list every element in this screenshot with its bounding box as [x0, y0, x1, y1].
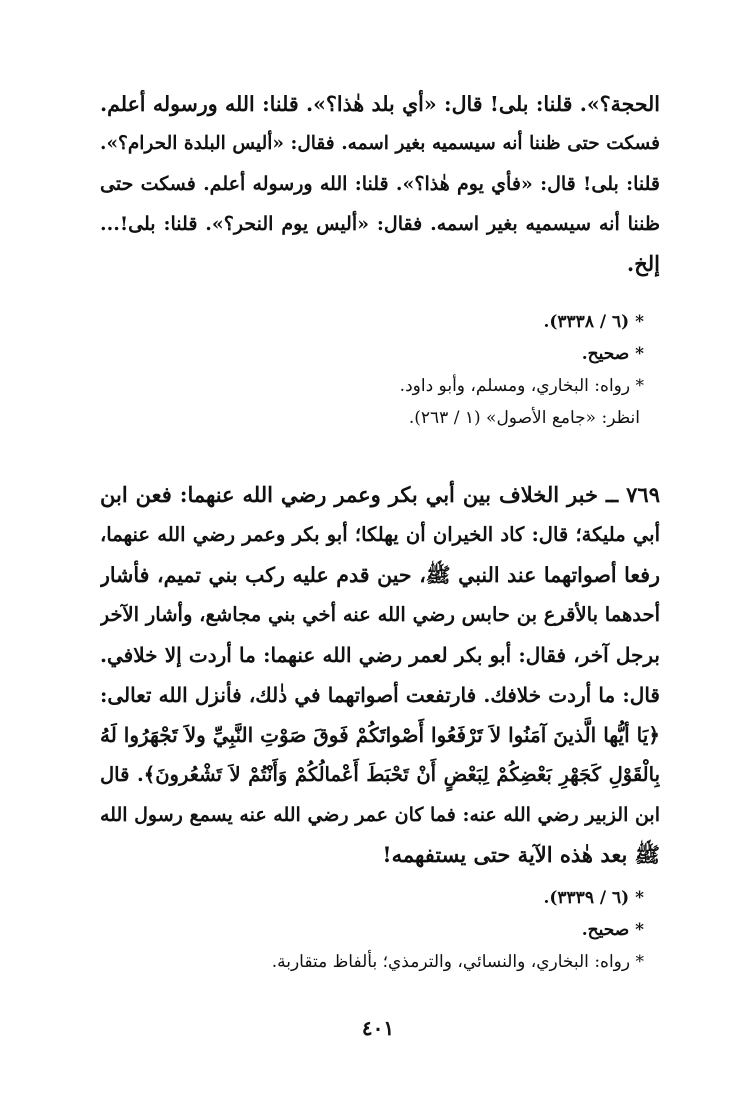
text-line: ظننا أنه سيسميه بغير اسمه. فقال: «أليس يوم النحر؟». قلنا: بلى!...	[100, 213, 660, 235]
text-line: فسكت حتى ظننا أنه سيسميه بغير اسمه. فقال: «أليس البلدة الحرام؟».	[100, 133, 660, 154]
text-line: ﷺ بعد هٰذه الآية حتى يستفهمه!	[382, 842, 660, 867]
text-line: أحدهما بالأقرع بن حابس رضي الله عنه أخي بني مجاشع، وأشار الآخر	[100, 603, 660, 626]
text-line: قال: ما أردت خلافك. فارتفعت أصواتهما في ذٰلك، فأنزل الله تعالى:	[100, 683, 660, 707]
reference-note: * (٦ / ٣٣٣٨).	[543, 312, 644, 332]
hadith-769	[100, 475, 660, 875]
quran-verse-line: بِالْقَوْلِ كَجَهْرِ بَعْضِكُمْ لِبَعْضٍ أَنْ تَحْبَطَ أَعْمالُكُمْ وَأَنْتُمْ لاَ تَشْعُرونَ﴾. قال	[100, 763, 660, 786]
grade-note: * صحيح.	[581, 344, 644, 364]
text-line: الحجة؟». قلنا: بلى! قال: «أي بلد هٰذا؟». قلنا: الله ورسوله أعلم.	[100, 92, 660, 116]
text-line: رفعا أصواتهما عند النبي ﷺ، حين قدم عليه ركب بني تميم، فأشار	[100, 563, 660, 587]
hadith-heading-line: ٧٦٩ ــ خبر الخلاف بين أبي بكر وعمر رضي الله عنهما: فعن ابن	[100, 482, 660, 507]
text-line: إلخ.	[626, 251, 660, 276]
text-line: أبي مليكة؛ قال: كاد الخيران أن يهلكا؛ أبو بكر وعمر رضي الله عنهما،	[100, 523, 660, 546]
reference-note: * (٦ / ٣٣٣٩).	[543, 888, 644, 908]
hadith-769-notes	[100, 882, 660, 978]
text-line: برجل آخر، فقال: أبو بكر لعمر رضي الله عنهما: ما أردت إلا خلافي.	[100, 643, 660, 667]
sources-note: * رواه: البخاري، ومسلم، وأبو داود.	[399, 376, 644, 396]
quran-verse-line: ﴿يَا أيُّها الَّذينَ آمَنُوا لاَ تَرْفَعُوا أَصْواتَكُمْ فَوقَ صَوْتِ النَّبِيِّ ولاَ تَجْهَرُوا لَهُ	[100, 723, 660, 747]
hadith-768-notes	[100, 306, 660, 434]
grade-note: * صحيح.	[581, 920, 644, 940]
sources-note: * رواه: البخاري، والنسائي، والترمذي؛ بألفاظ متقاربة.	[271, 952, 644, 972]
hadith-768-continuation	[100, 84, 660, 284]
text-line: قلنا: بلى! قال: «فأي يوم هٰذا؟». قلنا: الله ورسوله أعلم. فسكت حتى	[100, 173, 660, 195]
page-number: ٤٠١	[361, 1016, 395, 1040]
see-also-note: انظر: «جامع الأصول» (١ / ٢٦٣).	[408, 408, 640, 428]
text-line: ابن الزبير رضي الله عنه: فما كان عمر رضي الله عنه يسمع رسول الله	[100, 804, 660, 826]
